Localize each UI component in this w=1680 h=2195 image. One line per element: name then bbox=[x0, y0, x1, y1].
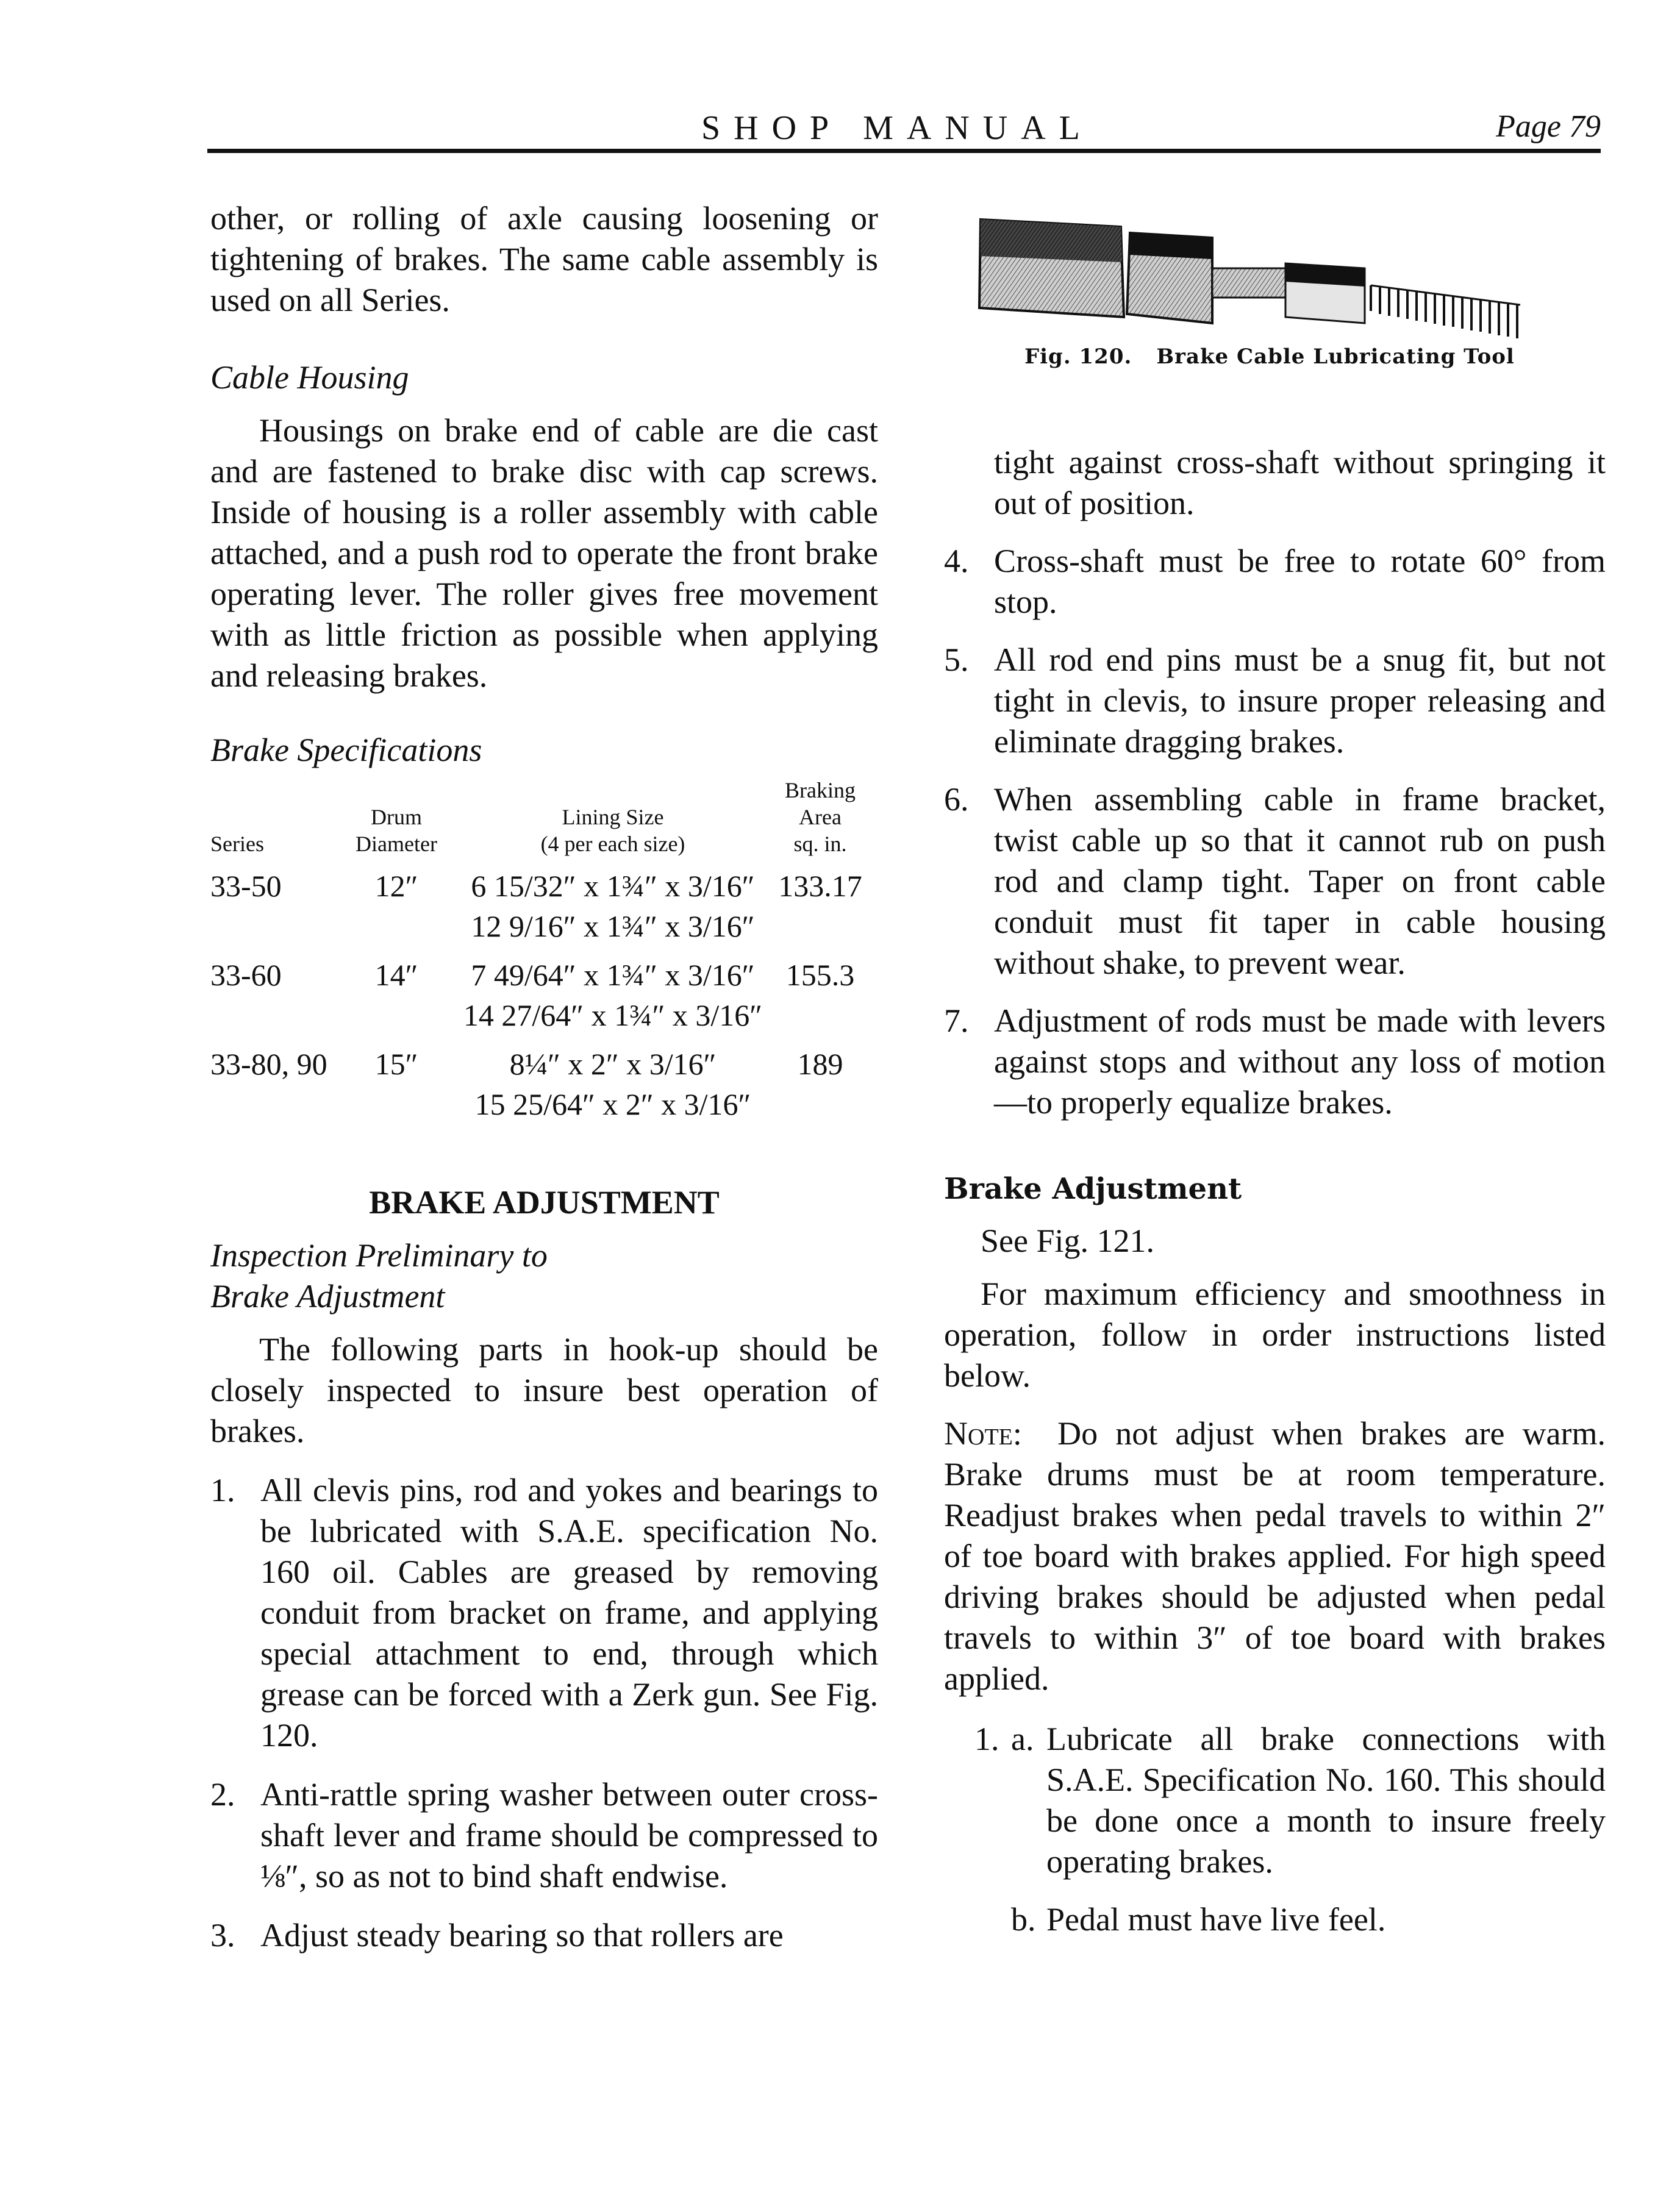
cell-area: 155.3 bbox=[785, 958, 855, 992]
left-column bbox=[210, 198, 878, 1956]
note-text: Do not adjust when brakes are warm. Brake drums must be at room temperature. Readjust brakes when pedal travels to within 2″ of toe board with brakes applied. For high speed driving brakes should be adjusted when pedal travels to within 3″ of toe board with brakes applied. bbox=[944, 1415, 1606, 1697]
step-item bbox=[944, 1719, 1606, 1882]
nut bbox=[1127, 233, 1212, 323]
list-item bbox=[944, 1001, 1606, 1123]
inspection-intro: The following parts in hook-up should be closely inspected to insure best operation of brakes. bbox=[210, 1331, 878, 1449]
cell-series: 33-50 bbox=[210, 869, 282, 903]
figure-caption bbox=[1024, 344, 1515, 369]
list-item bbox=[944, 640, 1606, 762]
step-sub-letter: a. bbox=[1011, 1721, 1034, 1757]
inspection-subheading-line2: Brake Adjustment bbox=[210, 1278, 445, 1315]
list-item bbox=[210, 1915, 878, 1956]
figure-caption-text: Brake Cable Lubricating Tool bbox=[1156, 344, 1515, 369]
cell-drum: 15″ bbox=[374, 1047, 418, 1081]
list-number: 1. bbox=[210, 1472, 235, 1508]
list-item bbox=[944, 779, 1606, 983]
lining-size: 15 25/64″ x 2″ x 3/16″ bbox=[474, 1087, 751, 1121]
brake-adjustment-heading: Brake Adjustment bbox=[944, 1172, 1242, 1206]
lining-size: 6 15/32″ x 1¾″ x 3/16″ bbox=[471, 869, 755, 903]
col-header-drum-diameter: Drum Diameter bbox=[356, 805, 437, 856]
note-paragraph bbox=[944, 1413, 1606, 1699]
list-text: All clevis pins, rod and yokes and bearings to be lubricated with S.A.E. specification No. 160 oil. Cables are greased by removing conduit from bracket on frame, and applying special attachment to end, through which grease can be forced with a Zerk gun. See Fig. 120. bbox=[260, 1472, 878, 1754]
list-item-continued bbox=[944, 442, 1606, 524]
cell-series: 33-80, 90 bbox=[210, 1047, 327, 1081]
step-sub-letter: b. bbox=[1011, 1901, 1036, 1938]
lining-size: 12 9/16″ x 1¾″ x 3/16″ bbox=[471, 909, 755, 943]
cell-area: 189 bbox=[797, 1047, 843, 1081]
cell-lining bbox=[451, 857, 774, 946]
list-number: 2. bbox=[210, 1776, 235, 1813]
cell-lining bbox=[451, 946, 774, 1035]
list-number: 5. bbox=[944, 641, 969, 678]
cable-housing-paragraph: Housings on brake end of cable are die cast and are fastened to brake disc with cap screws. Inside of housing is a roller assembly with cable attached, and a push rod to operate the front brake operating lever. The roller gives free movement with as little friction as possible when applying and releasing brakes. bbox=[210, 412, 878, 694]
see-fig-121-link[interactable]: See Fig. 121. bbox=[981, 1222, 1155, 1259]
intro-paragraph: other, or rolling of axle causing loosening or tightening of brakes. The same cable assembly is used on all Series. bbox=[210, 200, 878, 318]
list-text: When assembling cable in frame bracket, twist cable up so that it cannot rub on push rod and clamp tight. Taper on front cable conduit must fit taper in cable housing without shake, to prevent wear. bbox=[994, 781, 1606, 981]
cell-drum: 14″ bbox=[374, 958, 418, 992]
step-number: 1. bbox=[974, 1721, 999, 1757]
page-header bbox=[207, 109, 1601, 154]
lining-size: 7 49/64″ x 1¾″ x 3/16″ bbox=[471, 958, 755, 992]
col-header-series: Series bbox=[210, 832, 264, 856]
step-text: Pedal must have live feel. bbox=[1046, 1901, 1386, 1938]
cable-housing-heading: Cable Housing bbox=[210, 359, 409, 396]
cell-area: 133.17 bbox=[778, 869, 862, 903]
step-item bbox=[944, 1899, 1606, 1940]
brake-adjustment-section-heading: BRAKE ADJUSTMENT bbox=[369, 1184, 720, 1221]
manual-title: SHOP MANUAL bbox=[701, 109, 1093, 147]
list-text: Anti-rattle spring washer between outer cross-shaft lever and frame should be compressed to ⅛″, so as not to bind shaft endwise. bbox=[260, 1776, 878, 1894]
note-label: Note: bbox=[944, 1415, 1022, 1452]
cell-series: 33-60 bbox=[210, 958, 282, 992]
shaft bbox=[1212, 268, 1285, 298]
header-rule bbox=[207, 149, 1601, 153]
spring-coil bbox=[1371, 285, 1520, 338]
cell-lining bbox=[451, 1035, 774, 1124]
list-number: 3. bbox=[210, 1917, 235, 1954]
table-row bbox=[210, 1035, 866, 1124]
list-number: 4. bbox=[944, 543, 969, 579]
list-item bbox=[210, 1470, 878, 1756]
list-number: 7. bbox=[944, 1002, 969, 1039]
brake-specifications-table bbox=[210, 777, 866, 1124]
hex-body bbox=[979, 220, 1124, 317]
step-number bbox=[974, 1899, 1011, 1940]
lining-size: 8¼″ x 2″ x 3/16″ bbox=[509, 1047, 717, 1081]
inspection-subheading-line1: Inspection Preliminary to bbox=[210, 1237, 548, 1274]
table-header-row bbox=[210, 777, 866, 857]
figure-label: Fig. 120. bbox=[1024, 344, 1132, 369]
list-text: Adjustment of rods must be made with levers against stops and without any loss of motion—to properly equalize brakes. bbox=[994, 1002, 1606, 1121]
lining-size: 14 27/64″ x 1¾″ x 3/16″ bbox=[463, 998, 763, 1032]
list-item bbox=[210, 1774, 878, 1897]
brake-specifications-heading: Brake Specifications bbox=[210, 732, 482, 768]
cell-drum: 12″ bbox=[374, 869, 418, 903]
list-text: Cross-shaft must be free to rotate 60° from stop. bbox=[994, 543, 1606, 620]
tool-icon bbox=[944, 195, 1603, 341]
table-row bbox=[210, 857, 866, 946]
list-text: Adjust steady bearing so that rollers are bbox=[260, 1917, 784, 1954]
brake-adjustment-intro: For maximum efficiency and smoothness in operation, follow in order instructions listed below. bbox=[944, 1276, 1606, 1394]
step-text: Lubricate all brake connections with S.A.E. Specification No. 160. This should be done once a month to insure freely operating brakes. bbox=[1046, 1721, 1606, 1880]
col-header-braking-area: Braking Area sq. in. bbox=[785, 778, 856, 856]
list-item bbox=[944, 541, 1606, 623]
collar bbox=[1285, 263, 1365, 323]
col-header-lining-size: Lining Size (4 per each size) bbox=[540, 805, 685, 856]
list-number: 6. bbox=[944, 781, 969, 818]
list-text: All rod end pins must be a snug fit, but not tight in clevis, to insure proper releasing and eliminate dragging brakes. bbox=[994, 641, 1606, 760]
list-text: tight against cross-shaft without springing it out of position. bbox=[994, 444, 1606, 521]
table-row bbox=[210, 946, 866, 1035]
right-column bbox=[944, 442, 1606, 1940]
page-number: Page 79 bbox=[1496, 109, 1601, 144]
